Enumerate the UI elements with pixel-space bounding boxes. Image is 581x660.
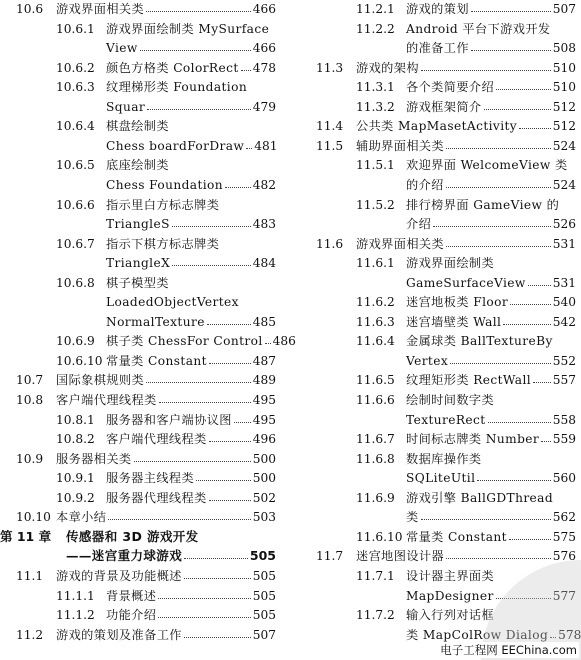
toc-entry xyxy=(16,507,276,527)
toc-number: 10.8 xyxy=(16,393,44,407)
toc-entry xyxy=(316,136,576,156)
toc-number: 10.6.9 xyxy=(56,334,95,348)
toc-page-number: 505 xyxy=(252,608,276,622)
toc-entry xyxy=(16,0,276,19)
toc-title: 棋子类 ChessFor Control xyxy=(106,334,263,348)
toc-number: 11.7 xyxy=(316,549,344,563)
toc-entry xyxy=(66,546,276,566)
toc-entry xyxy=(316,116,576,136)
toc-page-number: 507 xyxy=(552,2,576,16)
toc-entry xyxy=(56,351,276,371)
toc-entry xyxy=(356,370,576,390)
toc-page-number: 495 xyxy=(252,393,276,407)
toc-title: 客户端代理线程类 xyxy=(106,432,207,446)
toc-page-number: 560 xyxy=(552,471,576,485)
toc-entry xyxy=(106,292,276,312)
toc-title: 游戏的策划 xyxy=(406,2,469,16)
toc-page-number: 478 xyxy=(252,61,276,75)
toc-page-number: 483 xyxy=(252,217,276,231)
toc-page-number: 531 xyxy=(552,276,576,290)
toc-page-number: 466 xyxy=(252,2,276,16)
toc-entry xyxy=(16,625,276,645)
leader-dots xyxy=(172,265,251,266)
toc-number: 11.6.7 xyxy=(356,432,395,446)
toc-title: Chess Foundation xyxy=(106,178,224,192)
toc-number: 11.1 xyxy=(16,569,44,583)
toc-number: 11.6 xyxy=(316,237,344,251)
leader-dots xyxy=(159,402,251,403)
toc-page-number: 512 xyxy=(552,100,576,114)
toc-entry xyxy=(356,331,576,351)
toc-number: 11.2 xyxy=(16,628,44,642)
leader-dots xyxy=(209,363,251,364)
leader-dots xyxy=(234,422,251,423)
toc-entry xyxy=(56,468,276,488)
leader-dots xyxy=(140,50,251,51)
toc-entry xyxy=(356,449,576,469)
toc-title: GameSurfaceView xyxy=(406,276,526,290)
toc-number: 11.3.1 xyxy=(356,80,395,94)
toc-entry xyxy=(56,488,276,508)
toc-title: TriangleX xyxy=(106,256,171,270)
toc-entry xyxy=(356,527,576,547)
toc-number: 11.6.5 xyxy=(356,373,395,387)
toc-page-number: 531 xyxy=(552,237,576,251)
toc-entry xyxy=(406,507,576,527)
toc-entry xyxy=(56,77,276,97)
toc-page-number: 512 xyxy=(552,119,576,133)
toc-title: 各个类简要介绍 xyxy=(406,80,495,94)
toc-entry xyxy=(56,19,276,39)
leader-dots xyxy=(172,226,251,227)
toc-title: 公共类 MapMasetActivity xyxy=(356,119,518,133)
leader-dots xyxy=(146,382,251,383)
toc-title: 游戏界面相关类 xyxy=(356,237,445,251)
toc-number: 11.6.8 xyxy=(356,452,395,466)
toc-title: 客户端代理线程类 xyxy=(56,393,157,407)
toc-entry xyxy=(106,253,276,273)
toc-entry xyxy=(356,253,576,273)
toc-number: 10.6.3 xyxy=(56,80,95,94)
toc-number: 11.2.1 xyxy=(356,2,395,16)
toc-entry xyxy=(56,586,276,606)
leader-dots xyxy=(241,70,251,71)
toc-entry xyxy=(356,292,576,312)
toc-number: 11.6.9 xyxy=(356,491,395,505)
toc-page-number: 558 xyxy=(552,413,576,427)
toc-title: 纹理矩形类 RectWall xyxy=(406,373,532,387)
toc-number: 10.6.8 xyxy=(56,276,95,290)
leader-dots xyxy=(509,539,551,540)
toc-title: TriangleS xyxy=(106,217,170,231)
toc-number: 11.2.2 xyxy=(356,22,395,36)
toc-number: 11.1.1 xyxy=(56,589,95,603)
toc-entry xyxy=(316,234,576,254)
leader-dots xyxy=(433,226,551,227)
toc-page-number: 508 xyxy=(552,41,576,55)
toc-page-number: 503 xyxy=(252,510,276,524)
toc-number: 10.6.7 xyxy=(56,237,95,251)
toc-number: 11.6.6 xyxy=(356,393,395,407)
toc-title: NormalTexture xyxy=(106,315,205,329)
toc-entry xyxy=(0,527,276,547)
toc-page-number: 559 xyxy=(552,432,576,446)
leader-dots xyxy=(147,109,251,110)
leader-dots xyxy=(510,304,551,305)
toc-title: 排行榜界面 GameView 的 xyxy=(406,198,560,212)
toc-title: Squar xyxy=(106,100,146,114)
toc-entry xyxy=(56,155,276,175)
toc-page-number: 524 xyxy=(552,178,576,192)
toc-number: 11.4 xyxy=(316,119,344,133)
toc-title: 的准备工作 xyxy=(406,41,469,55)
leader-dots xyxy=(265,343,271,344)
toc-page-number: 466 xyxy=(252,41,276,55)
toc-title: 欢迎界面 WelcomeView 类 xyxy=(406,158,568,172)
toc-entry xyxy=(56,429,276,449)
leader-dots xyxy=(196,480,251,481)
toc-number: 11.7.1 xyxy=(356,569,395,583)
toc-entry xyxy=(356,77,576,97)
toc-number: 11.3 xyxy=(316,61,344,75)
toc-title: 棋盘绘制类 xyxy=(106,119,169,133)
toc-entry xyxy=(406,214,576,234)
toc-page-number: 510 xyxy=(552,61,576,75)
toc-title: 时间标志牌类 Number xyxy=(406,432,540,446)
leader-dots xyxy=(488,422,551,423)
toc-page-number: 542 xyxy=(552,315,576,329)
toc-page-number: 552 xyxy=(552,354,576,368)
leader-dots xyxy=(496,89,551,90)
toc-page-number: 489 xyxy=(252,373,276,387)
toc-title: 游戏引擎 BallGDThread xyxy=(406,491,554,505)
toc-title: 迷宫地图设计器 xyxy=(356,549,445,563)
toc-entry xyxy=(356,488,576,508)
toc-entry xyxy=(56,273,276,293)
leader-dots xyxy=(519,128,551,129)
leader-dots xyxy=(108,519,250,520)
toc-number: 11.1.2 xyxy=(56,608,95,622)
toc-title: 背景概述 xyxy=(106,589,157,603)
toc-title: 金属球类 BallTextureBy xyxy=(406,334,553,348)
toc-entry xyxy=(316,546,576,566)
toc-title: 游戏界面绘制类 xyxy=(406,256,495,270)
toc-entry xyxy=(56,331,296,351)
toc-entry xyxy=(106,214,276,234)
toc-page-number: 479 xyxy=(252,100,276,114)
toc-title: 数据库操作类 xyxy=(406,452,482,466)
toc-title: 服务器和客户端协议图 xyxy=(106,413,232,427)
toc-number: 11.6.4 xyxy=(356,334,395,348)
toc-entry xyxy=(356,312,576,332)
toc-entry xyxy=(356,429,576,449)
toc-title: 颜色方格类 ColorRect xyxy=(106,61,239,75)
leader-dots xyxy=(246,148,252,149)
leader-dots xyxy=(184,558,248,559)
toc-entry xyxy=(356,155,576,175)
leader-dots xyxy=(421,70,551,71)
toc-number: 10.6.5 xyxy=(56,158,95,172)
leader-dots xyxy=(184,637,251,638)
leader-dots xyxy=(158,598,250,599)
toc-entry xyxy=(106,97,276,117)
toc-title: 传感器和 3D 游戏开发 xyxy=(66,529,199,544)
toc-title: 服务器主线程类 xyxy=(106,471,195,485)
leader-dots xyxy=(450,363,551,364)
leader-dots xyxy=(209,441,251,442)
toc-page-number: 485 xyxy=(252,315,276,329)
leader-dots xyxy=(484,109,551,110)
toc-page-number: 487 xyxy=(252,354,276,368)
toc-number: 10.9 xyxy=(16,452,44,466)
toc-page-number: 496 xyxy=(252,432,276,446)
toc-entry xyxy=(16,566,276,586)
toc-entry xyxy=(16,370,276,390)
toc-title: 国际象棋规则类 xyxy=(56,373,145,387)
toc-number: 11.6.1 xyxy=(356,256,395,270)
toc-entry xyxy=(56,234,276,254)
toc-title: 纹理梯形类 Foundation xyxy=(106,80,248,94)
leader-dots xyxy=(528,285,551,286)
toc-title: Android 平台下游戏开发 xyxy=(406,22,551,36)
toc-number: 10.6.1 xyxy=(56,22,95,36)
toc-title: 游戏的策划及准备工作 xyxy=(56,628,182,642)
leader-dots xyxy=(446,148,551,149)
toc-title: 介绍 xyxy=(406,217,432,231)
toc-page-number: 507 xyxy=(252,628,276,642)
toc-number: 11.7.2 xyxy=(356,608,395,622)
leader-dots xyxy=(134,461,251,462)
toc-page-number: 557 xyxy=(552,373,576,387)
toc-title: 设计器主界面类 xyxy=(406,569,495,583)
toc-number: 11.6.2 xyxy=(356,295,395,309)
toc-entry xyxy=(406,38,576,58)
leader-dots xyxy=(146,11,251,12)
toc-page-number: 482 xyxy=(252,178,276,192)
toc-entry xyxy=(56,58,276,78)
toc-entry xyxy=(56,410,276,430)
toc-page-number: 575 xyxy=(552,530,576,544)
toc-entry xyxy=(406,410,576,430)
toc-title: SQLiteUtil xyxy=(406,471,476,485)
leader-dots xyxy=(446,187,551,188)
toc-number: 11.3.2 xyxy=(356,100,395,114)
toc-title: 绘制时间数字类 xyxy=(406,393,495,407)
toc-page-number: 578 xyxy=(558,628,581,642)
leader-dots xyxy=(207,324,251,325)
toc-title: 游戏的架构 xyxy=(356,61,419,75)
toc-entry xyxy=(56,605,276,625)
toc-entry xyxy=(356,19,576,39)
toc-page-number: 505 xyxy=(249,548,276,563)
toc-title: 游戏框架简介 xyxy=(406,100,482,114)
toc-entry xyxy=(106,312,276,332)
toc-title: 的介绍 xyxy=(406,178,444,192)
toc-entry xyxy=(406,175,576,195)
toc-title: 游戏界面绘制类 MySurface xyxy=(106,22,270,36)
toc-page-number: 540 xyxy=(552,295,576,309)
toc-entry xyxy=(106,136,276,156)
toc-page-number: 524 xyxy=(552,139,576,153)
toc-title: View xyxy=(106,41,138,55)
toc-entry xyxy=(16,449,276,469)
leader-dots xyxy=(533,382,551,383)
toc-page-number: 502 xyxy=(252,491,276,505)
toc-entry xyxy=(316,58,576,78)
leader-dots xyxy=(184,578,251,579)
toc-title: 迷宫地板类 Floor xyxy=(406,295,509,309)
toc-page-number: 500 xyxy=(252,471,276,485)
toc-number: 11.5 xyxy=(316,139,344,153)
toc-title: 指示下棋方标志牌类 xyxy=(106,237,220,251)
toc-entry xyxy=(406,468,576,488)
toc-number: 11.5.1 xyxy=(356,158,395,172)
toc-title: 游戏的背景及功能概述 xyxy=(56,569,182,583)
toc-page-number: 577 xyxy=(552,589,576,603)
toc-entry xyxy=(106,175,276,195)
toc-number: 10.6.4 xyxy=(56,119,95,133)
leader-dots xyxy=(421,519,551,520)
toc-number: 10.6.6 xyxy=(56,198,95,212)
toc-title: 指示里白方标志牌类 xyxy=(106,198,220,212)
toc-page-number: 484 xyxy=(252,256,276,270)
toc-page-number: 562 xyxy=(552,510,576,524)
toc-number: 11.6.10 xyxy=(356,530,403,544)
toc-title: 类 MapColRow Dialog xyxy=(406,628,549,642)
toc-title: LoadedObjectVertex xyxy=(106,295,239,309)
toc-title: Chess boardForDraw xyxy=(106,139,245,153)
leader-dots xyxy=(209,500,251,501)
toc-entry xyxy=(406,273,576,293)
toc-number: 第 11 章 xyxy=(0,529,52,544)
watermark-text: 电子工程网 EEChina.com xyxy=(440,643,577,657)
toc-title: 棋子模型类 xyxy=(106,276,169,290)
toc-number: 10.9.2 xyxy=(56,491,95,505)
toc-title: 类 xyxy=(406,510,419,524)
toc-page-number: 510 xyxy=(552,80,576,94)
toc-number: 10.10 xyxy=(16,510,51,524)
toc-page-number: 500 xyxy=(252,452,276,466)
toc-page-number: 576 xyxy=(552,549,576,563)
toc-entry xyxy=(56,116,276,136)
toc-entry xyxy=(16,390,276,410)
toc-title: 迷宫墙壁类 Wall xyxy=(406,315,502,329)
leader-dots xyxy=(446,246,551,247)
toc-number: 10.7 xyxy=(16,373,44,387)
toc-page-number: 481 xyxy=(254,139,278,153)
toc-number: 10.8.2 xyxy=(56,432,95,446)
toc-title: 输入行列对话框 xyxy=(406,608,495,622)
toc-title: 服务器相关类 xyxy=(56,452,132,466)
toc-number: 11.6.3 xyxy=(356,315,395,329)
toc-number: 10.6.2 xyxy=(56,61,95,75)
toc-entry xyxy=(106,38,276,58)
toc-entry xyxy=(56,195,276,215)
toc-entry xyxy=(356,97,576,117)
toc-number: 10.6.10 xyxy=(56,354,103,368)
toc-number: 11.5.2 xyxy=(356,198,395,212)
toc-title: MapDesigner xyxy=(406,589,494,603)
leader-dots xyxy=(471,11,551,12)
toc-title: Vertex xyxy=(406,354,449,368)
toc-entry xyxy=(356,0,576,19)
toc-page-number: 526 xyxy=(552,217,576,231)
leader-dots xyxy=(503,324,550,325)
toc-title: 游戏界面相关类 xyxy=(56,2,145,16)
toc-number: 10.9.1 xyxy=(56,471,95,485)
toc-title: 服务器代理线程类 xyxy=(106,491,207,505)
toc-title: 辅助界面相关类 xyxy=(356,139,445,153)
leader-dots xyxy=(541,441,551,442)
toc-title: 功能介绍 xyxy=(106,608,157,622)
toc-number: 10.8.1 xyxy=(56,413,95,427)
leader-dots xyxy=(477,480,550,481)
toc-title: 本章小结 xyxy=(56,510,107,524)
toc-entry xyxy=(356,195,576,215)
toc-page-number: 486 xyxy=(272,334,296,348)
leader-dots xyxy=(158,617,250,618)
toc-page-number: 505 xyxy=(252,589,276,603)
toc-title: 常量类 Constant xyxy=(406,530,507,544)
leader-dots xyxy=(471,50,551,51)
toc-page-number: 495 xyxy=(252,413,276,427)
leader-dots xyxy=(225,187,251,188)
toc-title: ——迷宫重力球游戏 xyxy=(66,548,183,563)
toc-entry xyxy=(356,390,576,410)
toc-title: 常量类 Constant xyxy=(106,354,207,368)
toc-entry xyxy=(406,351,576,371)
toc-page-number: 505 xyxy=(252,569,276,583)
toc-title: 底座绘制类 xyxy=(106,158,169,172)
toc-number: 10.6 xyxy=(16,2,44,16)
toc-title: TextureRect xyxy=(406,413,486,427)
leader-dots xyxy=(446,558,551,559)
